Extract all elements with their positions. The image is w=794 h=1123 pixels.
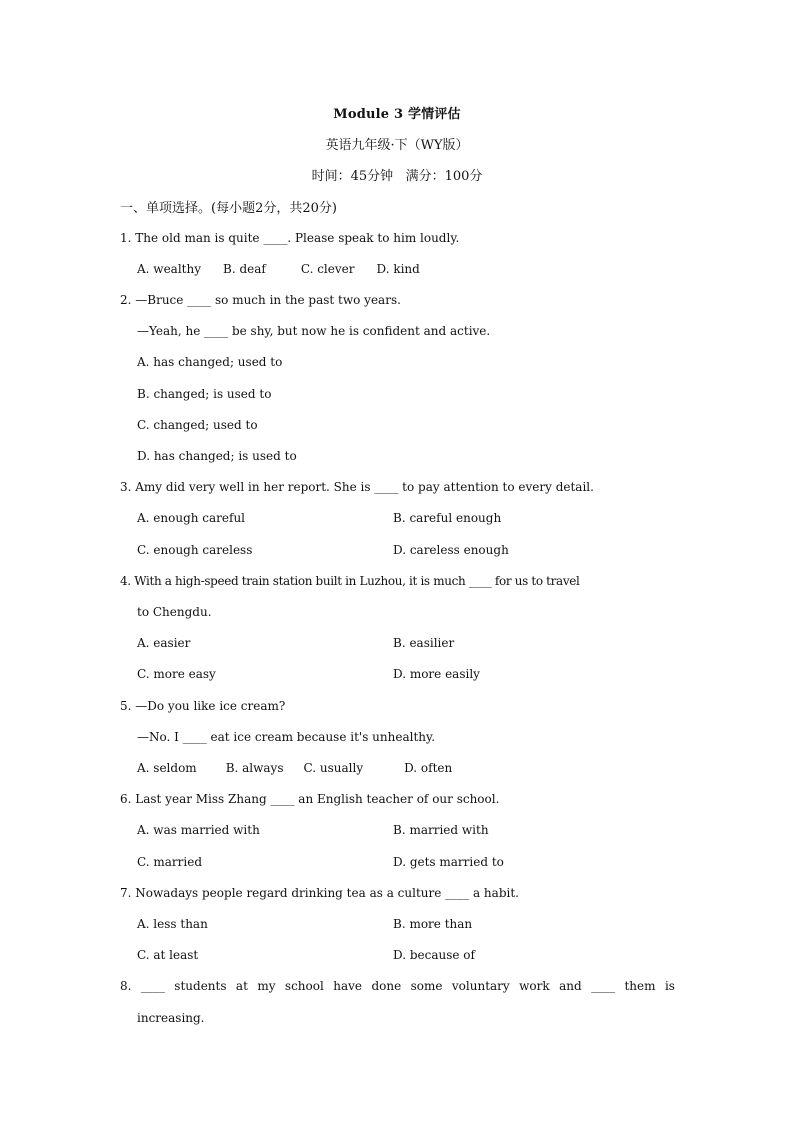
option: A. has changed; used to [137, 355, 283, 369]
word: ____ [140, 979, 165, 993]
question-4-stem-2: to Chengdu. [137, 605, 212, 619]
word: have [333, 979, 363, 993]
question-5-options [137, 760, 452, 776]
word: done [371, 979, 402, 993]
option: A. enough careful [137, 511, 246, 525]
exam-meta [0, 165, 794, 184]
question-8-stem [120, 978, 675, 994]
word: work [519, 979, 550, 993]
option: D. often [404, 761, 453, 775]
question-5-stem: 5. —Do you like ice cream? [120, 699, 286, 713]
option: C. changed; used to [137, 418, 258, 432]
option: B. careful enough [393, 511, 502, 525]
question-1-stem: 1. The old man is quite ____. Please speak to him loudly. [120, 231, 460, 245]
word: 8. [120, 979, 132, 993]
option: B. deaf [223, 262, 266, 276]
section-heading: 一、单项选择。(每小题2分，共20分) [120, 201, 337, 216]
word: them [624, 979, 656, 993]
question-2-stem: 2. —Bruce ____ so much in the past two years. [120, 293, 401, 307]
option: D. gets married to [393, 855, 504, 869]
page-subtitle: 英语九年级·下（WY版） [325, 138, 469, 153]
word: voluntary [451, 979, 510, 993]
option: D. kind [376, 262, 420, 276]
option: C. more easy [137, 667, 216, 681]
word: my [257, 979, 276, 993]
word: at [235, 979, 248, 993]
option: C. usually [303, 761, 364, 775]
option: A. was married with [137, 823, 260, 837]
word: some [410, 979, 443, 993]
question-1-options [137, 261, 420, 277]
option: A. less than [137, 917, 208, 931]
option: B. more than [393, 917, 473, 931]
score-label: 满分：100分 [405, 169, 483, 184]
option: D. more easily [393, 667, 480, 681]
option: A. seldom [137, 761, 197, 775]
word: and [559, 979, 582, 993]
page-title: Module 3 学情评估 [333, 107, 461, 122]
question-6-stem: 6. Last year Miss Zhang ____ an English teacher of our school. [120, 792, 500, 806]
option: B. changed; is used to [137, 387, 272, 401]
option: D. because of [393, 948, 475, 962]
question-7-stem: 7. Nowadays people regard drinking tea as a culture ____ a habit. [120, 886, 519, 900]
option: D. careless enough [393, 543, 509, 557]
option: C. married [137, 855, 203, 869]
word: students [174, 979, 227, 993]
question-8-stem-2: increasing. [137, 1011, 205, 1025]
option: B. always [225, 761, 284, 775]
option: A. easier [137, 636, 191, 650]
option: C. at least [137, 948, 199, 962]
option: B. married with [393, 823, 489, 837]
option: A. wealthy [137, 262, 201, 276]
option: D. has changed; is used to [137, 449, 297, 463]
word: is [664, 979, 675, 993]
question-2-stem-2: —Yeah, he ____ be shy, but now he is confident and active. [137, 324, 491, 338]
option: C. clever [300, 262, 355, 276]
word: ____ [591, 979, 616, 993]
word: school [284, 979, 324, 993]
question-5-stem-2: —No. I ____ eat ice cream because it's unhealthy. [137, 730, 436, 744]
question-3-stem: 3. Amy did very well in her report. She is ____ to pay attention to every detail. [120, 480, 594, 494]
time-label: 时间：45分钟 [311, 169, 394, 184]
option: B. easilier [393, 636, 455, 650]
option: C. enough careless [137, 543, 253, 557]
question-4-stem: 4. With a high-speed train station built in Luzhou, it is much ____ for us to travel [120, 574, 580, 588]
